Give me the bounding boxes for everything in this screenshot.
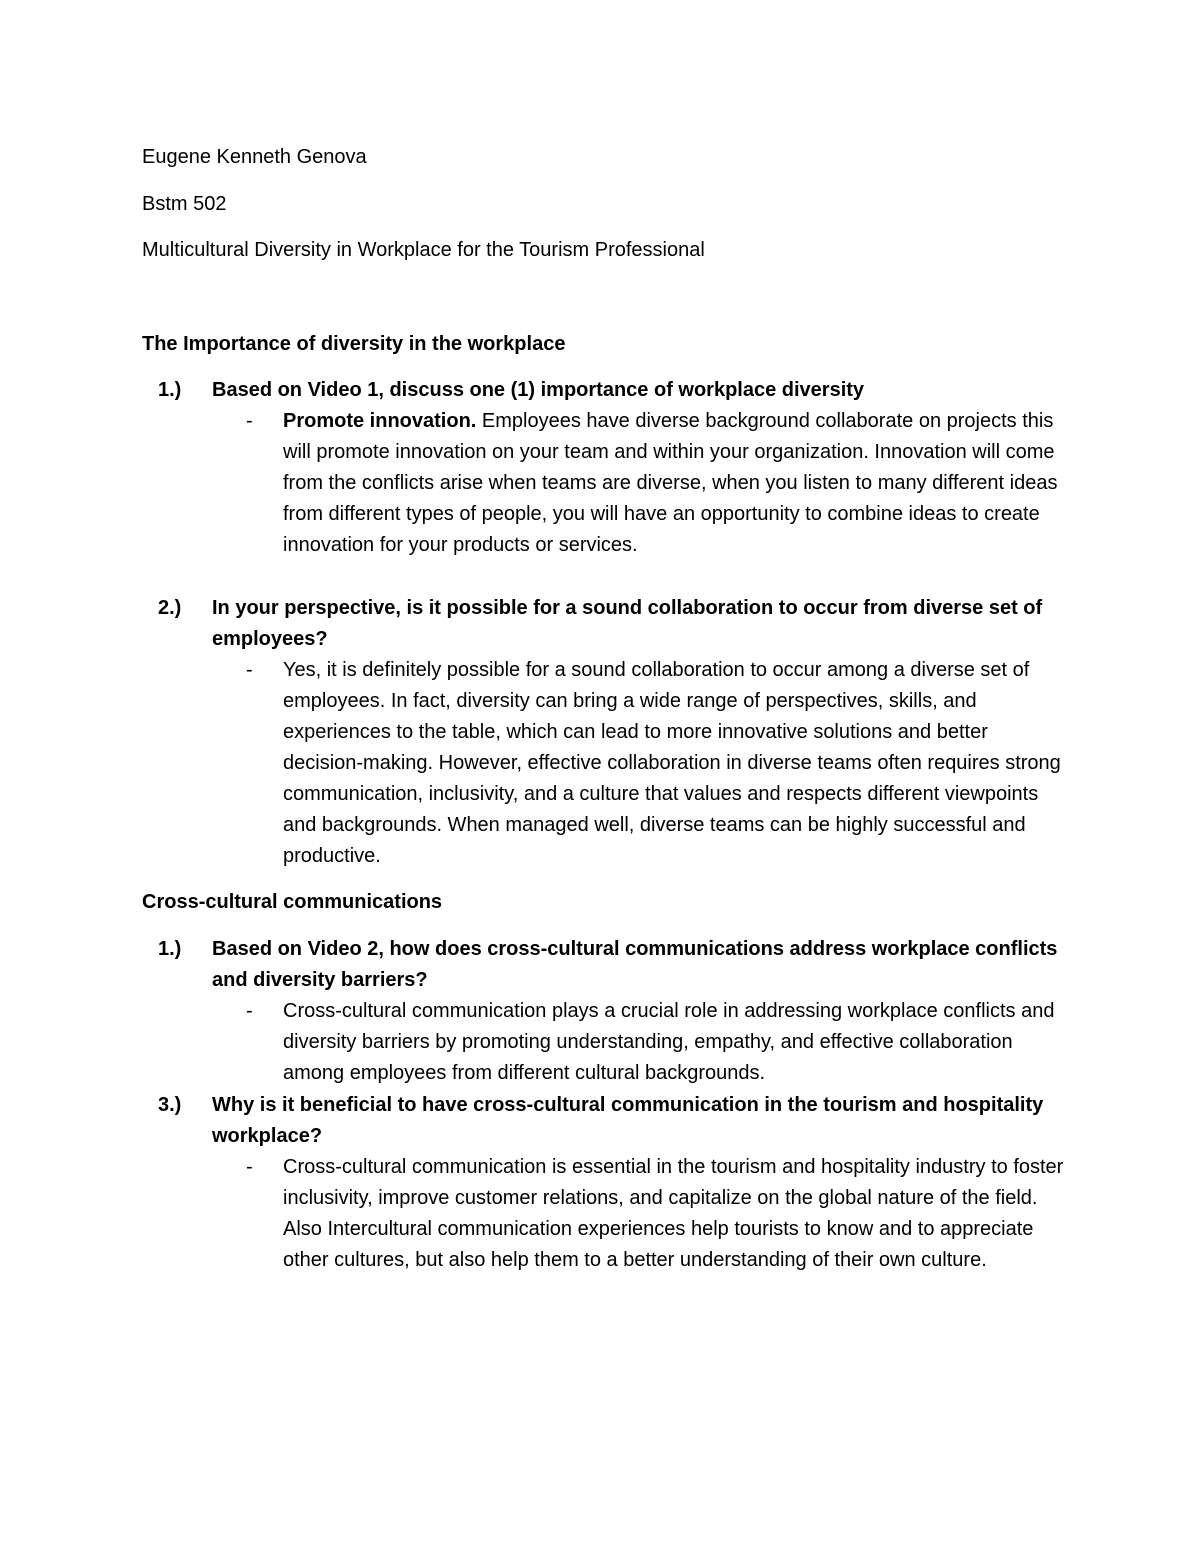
question-2 <box>158 593 1058 655</box>
answer-text <box>283 406 1066 561</box>
answer-text: Cross-cultural communication plays a crucial role in addressing workplace conflicts and diversity barriers by promoting understanding, empathy, and effective collaboration among employees from different cultural backgrounds. <box>283 1000 1055 1084</box>
answer-lead: Promote innovation. <box>283 410 477 432</box>
bullet-dash: - <box>246 1156 253 1178</box>
answer-text: Cross-cultural communication is essential in the tourism and hospitality industry to foster inclusivity, improve customer relations, and capitalize on the global nature of the field. Also Intercultural communication experiences help tourists to know and to appreciate other cultures, but also help them to a better understanding of their own culture. <box>283 1156 1064 1271</box>
answer-1 <box>246 406 1066 561</box>
answer-body: Employees have diverse background collaborate on projects this will promote innovation on your team and within your organization. Innovation will come from the conflicts arise when teams are diverse, when you listen to many different ideas from different types of people, you will have an opportunity to combine ideas to create innovation for your products or services. <box>283 410 1058 556</box>
section-heading-cross-cultural: Cross-cultural communications <box>142 891 443 913</box>
question-text: Based on Video 1, discuss one (1) importance of workplace diversity <box>212 379 865 401</box>
question-number: 1.) <box>158 379 182 401</box>
question-number: 2.) <box>158 597 182 619</box>
course-code: Bstm 502 <box>142 193 227 215</box>
document-title: Multicultural Diversity in Workplace for the Tourism Professional <box>142 239 705 261</box>
answer-2 <box>246 655 1066 872</box>
answer-3 <box>246 996 1066 1089</box>
answer-4 <box>246 1152 1066 1276</box>
bullet-dash: - <box>246 1000 253 1022</box>
author-name: Eugene Kenneth Genova <box>142 146 367 168</box>
bullet-dash: - <box>246 410 253 432</box>
question-text: Based on Video 2, how does cross-cultural communications address workplace conflicts and diversity barriers? <box>212 938 1058 991</box>
answer-text: Yes, it is definitely possible for a sound collaboration to occur among a diverse set of employees. In fact, diversity can bring a wide range of perspectives, skills, and experiences to the table, which can lead to more innovative solutions and better decision-making. However, effective collaboration in diverse teams often requires strong communication, inclusivity, and a culture that values and respects different viewpoints and backgrounds. When managed well, diverse teams can be highly successful and productive. <box>283 659 1061 867</box>
question-3 <box>158 934 1058 996</box>
bullet-dash: - <box>246 659 253 681</box>
question-text: In your perspective, is it possible for a sound collaboration to occur from diverse set of employees? <box>212 597 1043 650</box>
question-4 <box>158 1090 1058 1152</box>
question-1 <box>158 375 1058 406</box>
question-number: 1.) <box>158 938 182 960</box>
question-text: Why is it beneficial to have cross-cultural communication in the tourism and hospitality workplace? <box>212 1094 1044 1147</box>
section-heading-diversity: The Importance of diversity in the workplace <box>142 333 566 355</box>
question-number: 3.) <box>158 1094 182 1116</box>
